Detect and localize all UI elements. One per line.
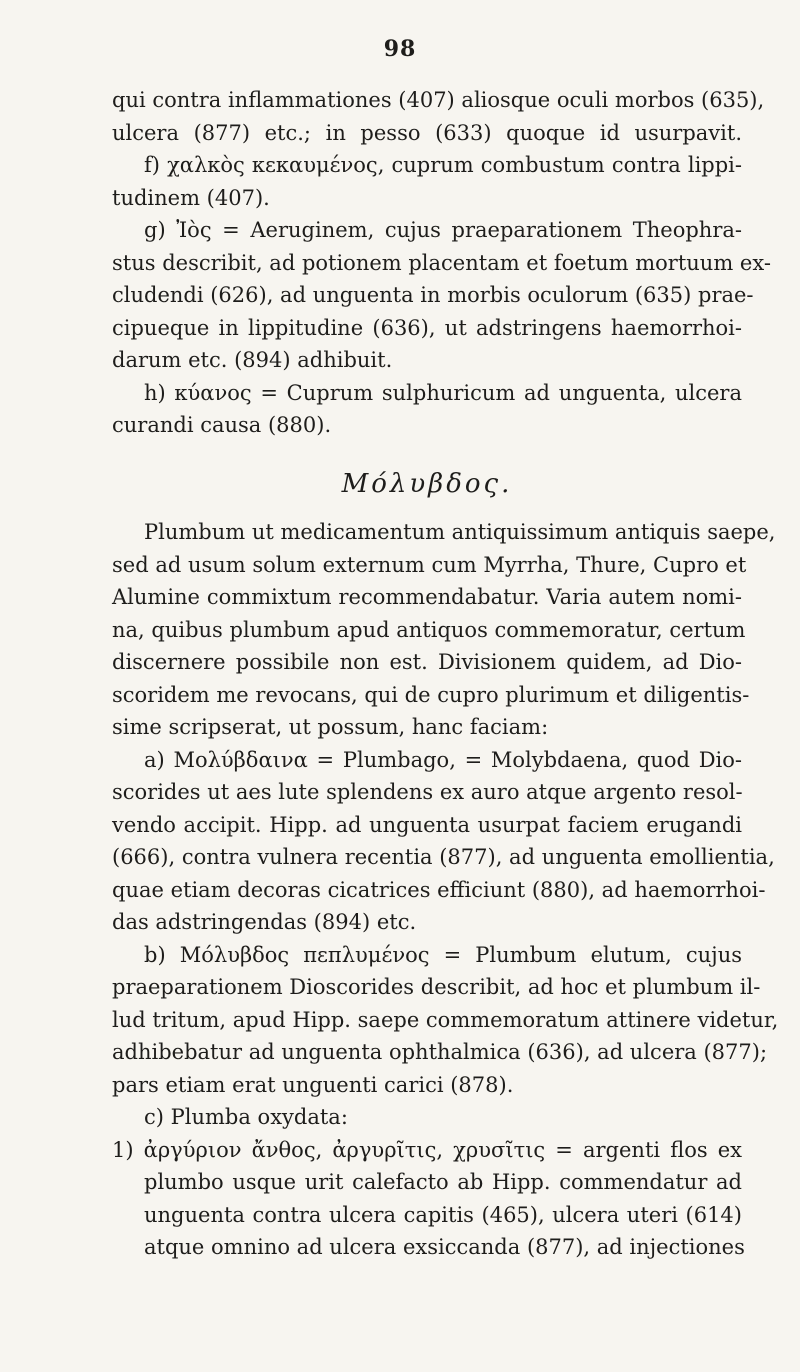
text-line: (666), contra vulnera recentia (877), ad unguenta emollientia,: [112, 845, 775, 869]
text-line: 1) ἀργύριον ἄνθος, ἀργυρῖτις, χρυσῖτις = argenti flos ex: [112, 1137, 742, 1162]
text-line: unguenta contra ulcera capitis (465), ulcera uteri (614): [144, 1202, 742, 1227]
text-line: stus describit, ad potionem placentam et foetum mortuum ex-: [112, 250, 771, 275]
page-number: 98: [383, 36, 417, 62]
text-line: na, quibus plumbum apud antiquos commemoratur, certum: [112, 617, 746, 642]
text-line: vendo accipit. Hipp. ad unguenta usurpat faciem erugandi: [112, 812, 742, 837]
text-line: adhibebatur ad unguenta ophthalmica (636), ad ulcera (877);: [112, 1040, 768, 1064]
text-line: qui contra inflammationes (407) aliosque oculi morbos (635),: [112, 88, 765, 112]
text-line: quae etiam decoras cicatrices efficiunt (880), ad haemorrhoi-: [112, 877, 766, 902]
text-line: sed ad usum solum externum cum Myrrha, Thure, Cupro et: [112, 552, 747, 577]
text-line: g) Ἰὸς = Aeruginem, cujus praeparationem Theophra-: [144, 218, 742, 242]
text-line: das adstringendas (894) etc.: [112, 910, 417, 934]
text-block-top: [112, 84, 779, 1264]
text-line: c) Plumba oxydata:: [144, 1105, 348, 1129]
text-line: b) Μόλυβδος πεπλυμένος = Plumbum elutum, cujus: [144, 942, 742, 967]
text-line: curandi causa (880).: [112, 413, 332, 437]
text-line: cipueque in lippitudine (636), ut adstringens haemorrhoi-: [112, 315, 742, 340]
text-line: darum etc. (894) adhibuit.: [112, 348, 393, 372]
text-line: scoridem me revocans, qui de cupro plurimum et diligentis-: [112, 682, 750, 707]
text-line: plumbo usque urit calefacto ab Hipp. commendatur ad: [144, 1170, 742, 1194]
text-line: sime scripserat, ut possum, hanc faciam:: [112, 715, 549, 739]
text-line: a) Μολύβδαινα = Plumbago, = Molybdaena, quod Dio-: [144, 747, 742, 772]
text-line: cludendi (626), ad unguenta in morbis oculorum (635) prae-: [112, 283, 754, 307]
text-line: Alumine commixtum recommendabatur. Varia autem nomi-: [112, 585, 742, 609]
text-line: lud tritum, apud Hipp. saepe commemoratum attinere videtur,: [112, 1007, 779, 1032]
text-line: h) κύανος = Cuprum sulphuricum ad unguenta, ulcera: [144, 380, 742, 405]
text-line: f) χαλκὸς κεκαυμένος, cuprum combustum contra lippi-: [144, 153, 742, 177]
text-line: Plumbum ut medicamentum antiquissimum antiquis saepe,: [144, 520, 776, 544]
text-line: praeparationem Dioscorides describit, ad hoc et plumbum il-: [112, 975, 761, 999]
text-line: discernere possibile non est. Divisionem quidem, ad Dio-: [112, 650, 742, 674]
text-line: tudinem (407).: [112, 185, 270, 210]
text-line: ulcera (877) etc.; in pesso (633) quoque id usurpavit.: [112, 120, 742, 145]
section-heading: Μόλυβδος.: [341, 468, 513, 499]
text-line: pars etiam erat unguenti carici (878).: [112, 1072, 514, 1097]
text-line: scorides ut aes lute splendens ex auro atque argento resol-: [112, 780, 743, 804]
text-line: atque omnino ad ulcera exsiccanda (877), ad injectiones: [144, 1235, 745, 1259]
